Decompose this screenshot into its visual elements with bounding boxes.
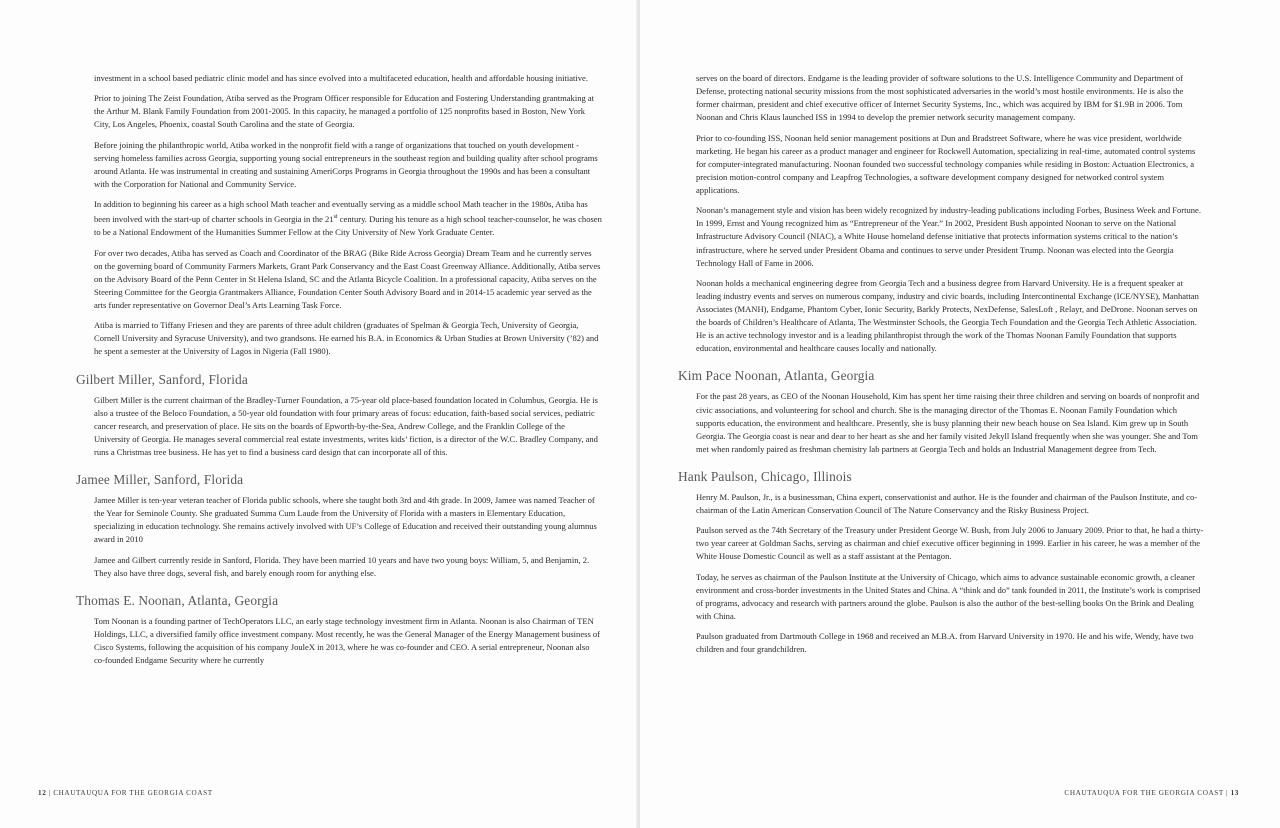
paragraph: Tom Noonan is a founding partner of TechOperators LLC, an early stage technology investment firm in Atlanta. Noonan is also Chairman of TEN Holdings, LLC, a diversified family office investment company. Most recently, he was the General Manager of the Energy Management business of Cisco Systems, following the acquisition of his company JouleX in 2013, where he was co-founder and CEO. A serial entrepreneur, Noonan also co-founded Endgame Security where he currently [94,615,601,666]
paragraph: Prior to joining The Zeist Foundation, Atiba served as the Program Officer responsible for Education and Fostering Understanding grantmaking at the Arthur M. Blank Family Foundation from 2001-2005. In this capacity, he managed a portfolio of 125 nonprofits based in Boston, New York City, Los Angeles, Phoenix, coastal South Carolina and the state of Georgia. [94,93,595,130]
paragraph: Paulson served as the 74th Secretary of the Treasury under President George W. Bush, from July 2006 to January 2009. Prior to that, he had a thirty-two year career at Goldman Sachs, serving as chairman and chief executive officer beginning in 1999. Earlier in his career, he was a member of the White House Domestic Council as well as a staff assistant at the Pentagon. [696,525,1204,562]
section-heading: Gilbert Miller, Sanford, Florida [76,371,248,387]
page-number: 13 [1230,789,1239,797]
section-heading: Thomas E. Noonan, Atlanta, Georgia [76,592,279,608]
paragraph: For over two decades, Atiba has served as Coach and Coordinator of the BRAG (Bike Ride Across Georgia) Dream Team and he currently serves on the governing board of Community Farmers Markets, Grant Park Conservancy and the East Coast Greenway Alliance. Additionally, Atiba serves on the Advisory Board of the Penn Center in St Helena Island, SC and the Atlanta Bicycle Coalition. In a professional capacity, Atiba serves on the Steering Committee for the Georgia Grantmakers Alliance, Foundation Center South Advisory Board and in 2014-15 academic year served as the arts funder representative on Governor Deal’s Arts Learning Task Force. [94,247,601,310]
section-heading: Kim Pace Noonan, Atlanta, Georgia [678,368,875,384]
left-intro [76,72,602,359]
left-column [76,72,602,674]
paragraph: Paulson graduated from Dartmouth College in 1968 and received an M.B.A. from Harvard University in 1970. He and his wife, Wendy, have two children and four grandchildren. [696,631,1194,655]
right-intro [678,72,1206,355]
paragraph: Atiba is married to Tiffany Friesen and they are parents of three adult children (graduates of Spelman & Georgia Tech, University of Georgia, Cornell University and Syracuse University), and two grandsons. He earned his B.A. in Economics & Urban Studies at Brown University (’82) and he spent a semester at the University of Lagos in Nigeria (Fall 1980). [94,320,599,357]
paragraph: Jamee and Gilbert currently reside in Sanford, Florida. They have been married 10 years and have two young boys: William, 5, and Benjamin, 2. They also have three dogs, several fish, and barely enough room for anything else. [94,554,590,578]
paragraph: Before joining the philanthropic world, Atiba worked in the nonprofit field with a range of organizations that touched on youth development - serving homeless families across Georgia, supporting young social entrepreneurs in the southeast region and building quality after school programs around Atlanta. He was instrumental in creating and sustaining AmeriCorps Programs in Georgia throughout the 1990s and has been a consultant with the Corporation for National and Community Service. [94,139,598,190]
right-column [678,72,1206,664]
paragraph: Henry M. Paulson, Jr., is a businessman, China expert, conservationist and author. He is the founder and chairman of the Paulson Institute, and co-chairman of the Latin American Conservation Council of The Nature Conservancy and the Risky Business Project. [696,491,1198,515]
paragraph: Noonan’s management style and vision has been widely recognized by industry-leading publications including Forbes, Business Week and Fortune. In 1999, Ernst and Young recognized him as “Entrepreneur of the Year.” In 2002, President Bush appointed Noonan to serve on the National Infrastructure Advisory Council (NIAC), a White House homeland defense initiative that protects information systems critical to the nation’s infrastructure, where he served under President Obama and continues to serve under President Trump. Noonan was elected into the Georgia Technology Hall of Fame in 2006. [696,205,1201,268]
right-footer [1064,789,1239,797]
page-number: 12 [38,789,47,797]
paragraph: Jamee Miller is ten-year veteran teacher of Florida public schools, where she taught both 3rd and 4th grade. In 2009, Jamee was named Teacher of the Year for Seminole County. She graduated Summa Cum Laude from the University of Florida with a masters in Elementary Education, specializing in education technology. She remains actively involved with UF’s College of Education and received their outstanding young alumnus award in 2010 [94,495,597,545]
section-body [76,394,602,459]
footer-title: CHAUTAUQUA FOR THE GEORGIA COAST [53,789,213,797]
left-footer [38,789,213,797]
footer-separator: | [48,789,51,797]
section-heading: Jamee Miller, Sanford, Florida [76,472,244,488]
paragraph: serves on the board of directors. Endgame is the leading provider of software solutions to the U.S. Intelligence Community and Department of Defense, protecting national security missions from the most sophisticated adversaries in the world’s most hostile environments. He is also the former chairman, president and chief executive officer of Internet Security Systems, Inc., which was acquired by IBM for $1.9B in 2006. Tom Noonan and Chris Klaus launched ISS in 1994 to develop the premier network security management company. [696,73,1184,123]
section-body [678,491,1206,657]
paragraph: In addition to beginning his career as a high school Math teacher and eventually serving as a middle school Math teacher in the 1980s, Atiba has been involved with the start-up of charter schools in Georgia in the 21st century. During his tenure as a high school teacher-counselor, he was chosen to be a National Endowment of the Humanities Summer Fellow at the City University of New York Graduate Center. [94,199,602,238]
left-page [0,0,639,828]
footer-separator: | [1226,789,1229,797]
section-body [76,494,602,580]
section-body [678,390,1206,455]
paragraph: Prior to co-founding ISS, Noonan held senior management positions at Dun and Bradstreet Software, where he was vice president, worldwide marketing. He began his career as a product manager and engineer for Rockwell Automation, specializing in real-time, automated control systems for computer-integrated manufacturing. Noonan founded two successful technology companies while residing in Boston: Actuation Electronics, a precision motion-control company and Leapfrog Technologies, a software development company designed for networked control system applications. [696,132,1196,195]
paragraph: Today, he serves as chairman of the Paulson Institute at the University of Chicago, which aims to advance sustainable economic growth, a cleaner environment and cross-border investments in the United States and China. A “think and do” tank founded in 2011, the Institute’s work is comprised of programs, advocacy and research with partners around the globe. Paulson is also the author of the best-selling books On the Brink and Dealing with China. [696,571,1201,622]
paragraph: Gilbert Miller is the current chairman of the Bradley-Turner Foundation, a 75-year old place-based foundation located in Columbus, Georgia. He is also a trustee of the Beloco Foundation, a 50-year old foundation with four primary areas of focus: education, faith-based social services, pediatric cancer research, and preservation of place. He sits on the boards of Epworth-by-the-Sea, Andrew College, and the Franklin College of the University of Georgia. He manages several commercial real estate investments, writes kids’ fiction, is a director of the W.C. Bradley Company, and runs a Christmas tree business. He has yet to find a business card design that can incorporate all of this. [94,394,598,457]
paragraph: Noonan holds a mechanical engineering degree from Georgia Tech and a business degree from Harvard University. He is a frequent speaker at leading industry events and serves on numerous company, industry and civic boards, including Intercontinental Exchange (ICE/NYSE), Manhattan Associates (MANH), Endgame, Phantom Cyber, Ionic Security, Barkly Protects, NexDefense, SalesLoft , Relayr, and DeDrone. Noonan serves on the boards of Children’s Healthcare of Atlanta, The Westminster Schools, the Georgia Tech Foundation and the Georgia Tech Athletic Association. He is an active technology investor and is a leading philanthropist through the work of the Thomas Noonan Family Foundation that supports education, environmental and healthcare causes locally and nationally. [696,277,1199,354]
section-heading: Hank Paulson, Chicago, Illinois [678,468,852,484]
paragraph: For the past 28 years, as CEO of the Noonan Household, Kim has spent her time raising their three children and serving on boards of nonprofit and civic associations, and volunteering for school and church. She is the managing director of the Thomas E. Noonan Family Foundation which supports education, the environment and healthcare. Presently, she is busy planning their new beach house on Sea Island. Kim grew up in South Georgia. The Georgia coast is near and dear to her heart as she and her family visited Jekyll Island frequently when she was younger. She and Tom met when randomly paired as freshman chemistry lab partners at Georgia Tech and holds an Industrial Management degree from Tech. [696,391,1200,454]
paragraph: investment in a school based pediatric clinic model and has since evolved into a multifaceted education, health and affordable housing initiative. [94,73,588,83]
footer-title: CHAUTAUQUA FOR THE GEORGIA COAST [1064,789,1224,797]
section-body [76,615,602,667]
